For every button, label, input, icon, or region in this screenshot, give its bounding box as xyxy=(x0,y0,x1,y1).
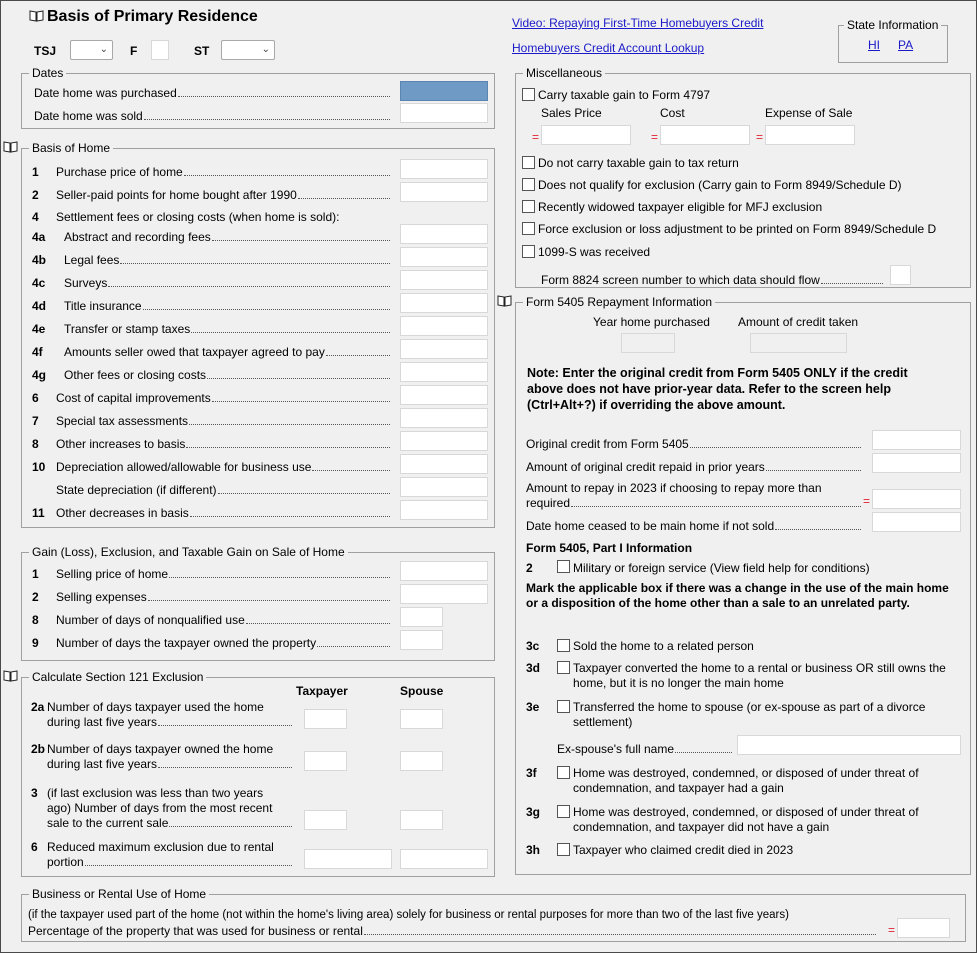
line-label: Transfer or stamp taxes xyxy=(64,322,191,336)
dates-legend: Dates xyxy=(29,66,66,80)
ex-spouse-label: Ex-spouse's full name xyxy=(557,742,675,756)
chevron-down-icon: ⌄ xyxy=(99,44,108,55)
gain-line-row xyxy=(32,613,392,627)
business-legend: Business or Rental Use of Home xyxy=(29,887,209,901)
line-number: 6 xyxy=(32,391,39,405)
sec121-line-row xyxy=(47,715,294,729)
misc-option-label: Recently widowed taxpayer eligible for MFJ exclusion xyxy=(538,200,823,214)
line-label: Special tax assessments xyxy=(56,414,189,428)
item-label: Sold the home to a related person xyxy=(573,639,754,653)
line-label: Other increases to basis xyxy=(56,437,186,451)
misc-option-checkbox[interactable] xyxy=(522,156,535,169)
form-8824-input[interactable] xyxy=(890,265,911,285)
misc-option-label: Does not qualify for exclusion (Carry gain to Form 8949/Schedule D) xyxy=(538,178,902,192)
line-label: Selling expenses xyxy=(56,590,147,604)
line-label: Title insurance xyxy=(64,299,142,313)
book-icon[interactable] xyxy=(3,141,18,153)
basis-amount-input[interactable] xyxy=(400,477,488,497)
line-label: during last five years xyxy=(47,715,158,729)
st-label: ST xyxy=(194,44,210,58)
line-label: Settlement fees or closing costs (when home is sold): xyxy=(56,210,340,224)
item-number: 3c xyxy=(526,639,540,653)
basis-line-row xyxy=(32,299,392,313)
gain-legend: Gain (Loss), Exclusion, and Taxable Gain on Sale of Home xyxy=(29,545,348,559)
item-label: condemnation, and taxpayer had a gain xyxy=(573,781,784,795)
basis-amount-input[interactable] xyxy=(400,454,488,474)
date-sold-row xyxy=(34,109,392,123)
basis-line-row xyxy=(32,165,392,179)
basis-amount-input[interactable] xyxy=(400,247,488,267)
ex-spouse-input[interactable] xyxy=(737,735,961,755)
amount-credit-header: Amount of credit taken xyxy=(738,315,859,329)
date-ceased-label: Date home ceased to be main home if not sold xyxy=(526,519,775,533)
sales-price-input[interactable] xyxy=(541,125,631,145)
form-8824-label: Form 8824 screen number to which data should flow xyxy=(541,273,820,287)
state-information-label: State Information xyxy=(844,18,941,32)
item-label: home, but it is no longer the main home xyxy=(573,676,784,690)
item-number: 3g xyxy=(526,805,541,819)
item-number: 3f xyxy=(526,766,537,780)
sec121-line-row xyxy=(47,855,294,869)
year-purchased-field xyxy=(621,333,675,353)
gain-line-row xyxy=(32,636,392,650)
state-link-pa[interactable]: PA xyxy=(898,38,914,52)
line-label: Seller-paid points for home bought after 1990 xyxy=(56,188,297,202)
basis-legend: Basis of Home xyxy=(29,141,113,155)
line-label: (if last exclusion was less than two years xyxy=(47,786,264,800)
form-5405-legend: Form 5405 Repayment Information xyxy=(523,295,715,309)
basis-line-row xyxy=(32,437,392,451)
item-number: 3e xyxy=(526,700,540,714)
repaid-prior-label: Amount of original credit repaid in prior years xyxy=(526,460,765,474)
section-121-legend: Calculate Section 121 Exclusion xyxy=(29,670,206,684)
line-label: ago) Number of days from the most recent xyxy=(47,801,273,815)
required-marker: = xyxy=(756,130,764,144)
line-label: State depreciation (if different) xyxy=(56,483,217,497)
line-label: Selling price of home xyxy=(56,567,169,581)
line-number: 7 xyxy=(32,414,39,428)
book-icon[interactable] xyxy=(3,670,18,682)
form-8824-row xyxy=(541,273,885,287)
disposition-checkbox[interactable] xyxy=(557,639,570,652)
basis-line-row xyxy=(32,391,392,405)
line-number: 4g xyxy=(32,368,47,382)
misc-option-label: 1099-S was received xyxy=(538,245,651,259)
part1-heading: Form 5405, Part I Information xyxy=(526,541,693,555)
basis-amount-input[interactable] xyxy=(400,159,488,179)
line-label: Abstract and recording fees xyxy=(64,230,211,244)
taxpayer-input[interactable] xyxy=(304,810,347,830)
line-number: 4e xyxy=(32,322,46,336)
sec121-line-row xyxy=(47,816,294,830)
repay-input[interactable] xyxy=(872,489,961,509)
date-purchased-label: Date home was purchased xyxy=(34,86,177,100)
disposition-checkbox[interactable] xyxy=(557,661,570,674)
taxpayer-input[interactable] xyxy=(304,709,347,729)
item-number: 3h xyxy=(526,843,541,857)
amount-credit-field xyxy=(750,333,847,353)
misc-option-checkbox[interactable] xyxy=(522,178,535,191)
video-link[interactable]: Video: Repaying First-Time Homebuyers Credit xyxy=(512,16,764,30)
military-label: Military or foreign service (View field help for conditions) xyxy=(573,561,870,575)
basis-line-row xyxy=(32,506,392,520)
line-label: Number of days taxpayer owned the home xyxy=(47,742,274,756)
line-number: 2 xyxy=(32,188,39,202)
basis-amount-input[interactable] xyxy=(400,431,488,451)
line-label: Legal fees xyxy=(64,253,120,267)
line-number: 8 xyxy=(32,437,39,451)
basis-line-row xyxy=(32,230,392,244)
line-number: 8 xyxy=(32,613,39,627)
carry-4797-checkbox[interactable] xyxy=(522,88,535,101)
basis-line-row xyxy=(32,414,392,428)
sec121-line-row xyxy=(47,757,294,771)
line-label: Cost of capital improvements xyxy=(56,391,211,405)
basis-amount-input[interactable] xyxy=(400,270,488,290)
gain-input[interactable] xyxy=(400,607,443,627)
disposition-checkbox[interactable] xyxy=(557,766,570,779)
line-number: 10 xyxy=(32,460,46,474)
line-label: Reduced maximum exclusion due to rental xyxy=(47,840,274,854)
line-number: 1 xyxy=(32,567,39,581)
line-number: 4c xyxy=(32,276,46,290)
line-number: 4f xyxy=(32,345,43,359)
state-information-group xyxy=(838,18,948,63)
date-ceased-row xyxy=(526,519,863,533)
line-label: Other fees or closing costs xyxy=(64,368,207,382)
business-pct-row xyxy=(28,924,878,938)
orig-credit-row xyxy=(526,437,863,451)
expense-of-sale-input[interactable] xyxy=(765,125,855,145)
gain-input[interactable] xyxy=(400,584,488,604)
required-marker: = xyxy=(651,130,659,144)
line-number: 9 xyxy=(32,636,39,650)
required-marker: = xyxy=(888,923,896,937)
orig-credit-label: Original credit from Form 5405 xyxy=(526,437,689,451)
basis-amount-input[interactable] xyxy=(400,362,488,382)
note-text: Note: Enter the original credit from Form 5405 ONLY if the credit above does not have prior-year data. Refer to the screen help (Ctrl+Alt+?) if overriding the above amount. xyxy=(527,366,908,412)
line-label: Number of days the taxpayer owned the property xyxy=(56,636,317,650)
item-label: Transferred the home to spouse (or ex-spouse as part of a divorce xyxy=(573,700,926,714)
business-description: (if the taxpayer used part of the home (not within the home's living area) solely for business or rental purposes for more than two of the last five years) xyxy=(28,909,789,921)
line-number: 3 xyxy=(31,786,38,800)
item-label: Taxpayer converted the home to a rental or business OR still owns the xyxy=(573,661,946,675)
date-sold-label: Date home was sold xyxy=(34,109,143,123)
line-label: Purchase price of home xyxy=(56,165,183,179)
line-number: 6 xyxy=(31,840,38,854)
basis-line-row xyxy=(32,253,392,267)
f-input[interactable] xyxy=(151,40,169,60)
disposition-checkbox[interactable] xyxy=(557,805,570,818)
basis-amount-input[interactable] xyxy=(400,500,488,520)
basis-line-row xyxy=(32,210,462,224)
gain-line-row xyxy=(32,567,392,581)
carry-4797-label: Carry taxable gain to Form 4797 xyxy=(538,88,711,102)
basis-amount-input[interactable] xyxy=(400,182,488,202)
line-label: during last five years xyxy=(47,757,158,771)
spouse-input[interactable] xyxy=(400,751,443,771)
business-pct-label: Percentage of the property that was used for business or rental xyxy=(28,924,363,938)
year-purchased-header: Year home purchased xyxy=(593,315,710,329)
basis-line-row xyxy=(32,368,392,382)
misc-option-label: Do not carry taxable gain to tax return xyxy=(538,156,739,170)
misc-legend: Miscellaneous xyxy=(523,66,605,80)
gain-input[interactable] xyxy=(400,561,488,581)
line-label: Other decreases in basis xyxy=(56,506,189,520)
line-number: 1 xyxy=(32,165,39,179)
sales-price-header: Sales Price xyxy=(541,106,602,120)
item-number: 3d xyxy=(526,661,541,675)
misc-option-checkbox[interactable] xyxy=(522,222,535,235)
taxpayer-input[interactable] xyxy=(304,751,347,771)
cost-input[interactable] xyxy=(660,125,750,145)
st-select[interactable] xyxy=(221,40,275,60)
state-link-hi[interactable]: HI xyxy=(868,38,880,52)
homebuyers-lookup-link[interactable]: Homebuyers Credit Account Lookup xyxy=(512,41,705,55)
line2-num: 2 xyxy=(526,561,533,575)
item-label: Taxpayer who claimed credit died in 2023 xyxy=(573,843,794,857)
basis-amount-input[interactable] xyxy=(400,316,488,336)
line-label: Surveys xyxy=(64,276,108,290)
repay-label-line2: required xyxy=(526,496,571,510)
item-label: settlement) xyxy=(573,715,633,729)
line-number: 2a xyxy=(31,700,45,714)
misc-option-label: Force exclusion or loss adjustment to be printed on Form 8949/Schedule D xyxy=(538,222,937,236)
taxpayer-input[interactable] xyxy=(304,849,392,869)
ex-spouse-row xyxy=(557,742,734,756)
line-number: 11 xyxy=(32,506,45,520)
tsj-select[interactable] xyxy=(70,40,113,60)
date-purchased-input[interactable] xyxy=(400,81,488,101)
basis-line-row xyxy=(32,188,392,202)
book-icon[interactable] xyxy=(497,295,512,307)
line-label: Amounts seller owed that taxpayer agreed to pay xyxy=(64,345,325,359)
tsj-label: TSJ xyxy=(34,44,57,58)
item-label: condemnation, and taxpayer did not have a gain xyxy=(573,820,830,834)
taxpayer-column-header: Taxpayer xyxy=(296,684,348,698)
mark-text: Mark the applicable box if there was a change in the use of the main home or a disposition of the home other than a sale to an unrelated party. xyxy=(526,581,949,610)
repaid-prior-input[interactable] xyxy=(872,453,961,473)
line-label: Number of days of nonqualified use xyxy=(56,613,245,627)
line-number: 2 xyxy=(32,590,39,604)
line-number: 2b xyxy=(31,742,46,756)
required-marker: = xyxy=(863,494,871,508)
line-label: portion xyxy=(47,855,84,869)
disposition-checkbox[interactable] xyxy=(557,843,570,856)
spouse-column-header: Spouse xyxy=(400,684,444,698)
business-pct-input[interactable] xyxy=(897,918,950,938)
line-label: sale to the current sale xyxy=(47,816,169,830)
basis-amount-input[interactable] xyxy=(400,293,488,313)
basis-line-row xyxy=(32,345,392,359)
line-number: 4a xyxy=(32,230,46,244)
orig-credit-input[interactable] xyxy=(872,430,961,450)
date-purchased-row xyxy=(34,86,392,100)
disposition-checkbox[interactable] xyxy=(557,700,570,713)
chevron-down-icon: ⌄ xyxy=(261,44,270,55)
gain-input[interactable] xyxy=(400,630,443,650)
misc-option-checkbox[interactable] xyxy=(522,200,535,213)
page-title: Basis of Primary Residence xyxy=(47,8,258,25)
line-number: 4b xyxy=(32,253,47,267)
required-marker: = xyxy=(532,130,540,144)
f-label: F xyxy=(130,44,138,58)
basis-line-row xyxy=(32,276,392,290)
expense-of-sale-header: Expense of Sale xyxy=(765,106,853,120)
basis-line-row xyxy=(32,322,392,336)
book-icon[interactable] xyxy=(29,10,44,22)
spouse-input[interactable] xyxy=(400,810,443,830)
spouse-input[interactable] xyxy=(400,709,443,729)
spouse-input[interactable] xyxy=(400,849,488,869)
basis-amount-input[interactable] xyxy=(400,408,488,428)
basis-line-row xyxy=(32,483,392,497)
basis-amount-input[interactable] xyxy=(400,224,488,244)
repay-row xyxy=(526,496,863,510)
military-checkbox[interactable] xyxy=(557,560,570,573)
gain-line-row xyxy=(32,590,392,604)
line-number: 4d xyxy=(32,299,47,313)
repaid-prior-row xyxy=(526,460,863,474)
misc-option-checkbox[interactable] xyxy=(522,245,535,258)
date-ceased-input[interactable] xyxy=(872,512,961,532)
repay-label-line1: Amount to repay in 2023 if choosing to repay more than xyxy=(526,481,822,495)
line-number: 4 xyxy=(32,210,39,224)
line-label: Number of days taxpayer used the home xyxy=(47,700,264,714)
basis-line-row xyxy=(32,460,392,474)
cost-header: Cost xyxy=(660,106,685,120)
basis-amount-input[interactable] xyxy=(400,339,488,359)
line-label: Depreciation allowed/allowable for business use xyxy=(56,460,312,474)
date-sold-input[interactable] xyxy=(400,103,488,123)
basis-amount-input[interactable] xyxy=(400,385,488,405)
item-label: Home was destroyed, condemned, or disposed of under threat of xyxy=(573,766,919,780)
item-label: Home was destroyed, condemned, or disposed of under threat of xyxy=(573,805,919,819)
